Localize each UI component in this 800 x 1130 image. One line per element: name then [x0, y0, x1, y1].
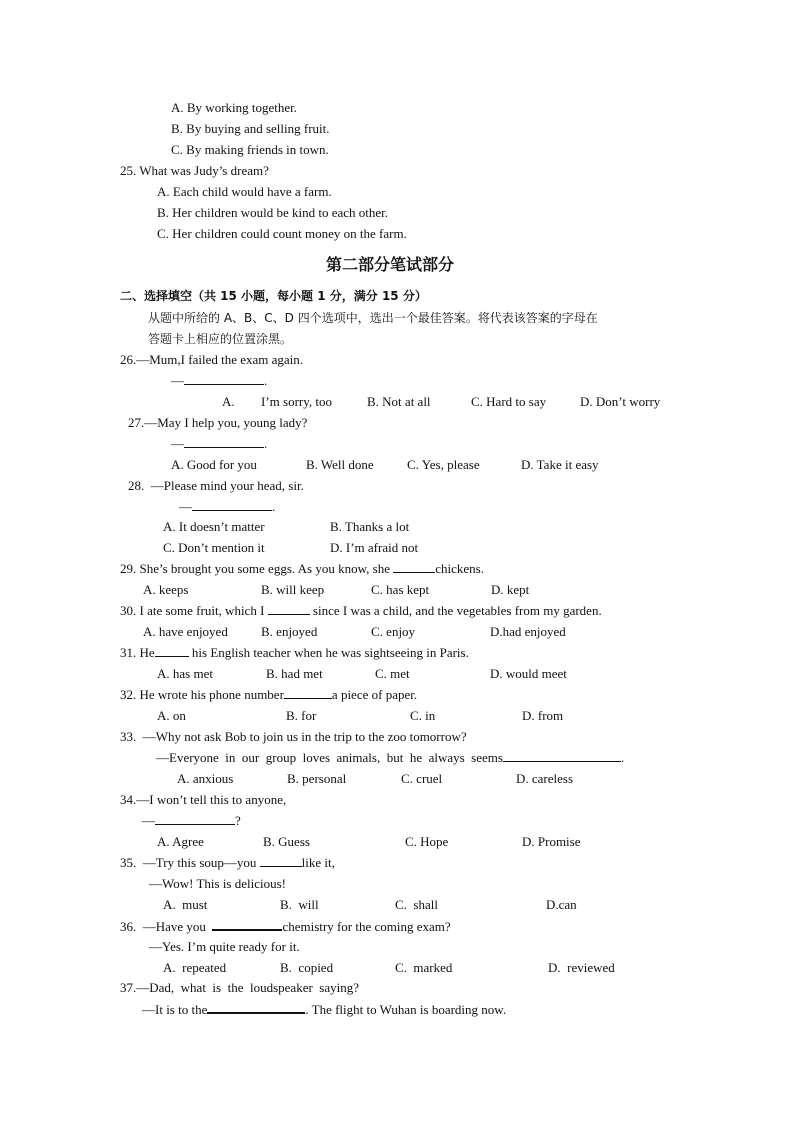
q34-option-b: B. Guess	[263, 834, 310, 849]
q29-option-b: B. will keep	[261, 582, 325, 597]
answer-blank	[184, 373, 264, 385]
q31-option-a: A. has met	[157, 666, 213, 681]
q28-stem: 28. —Please mind your head, sir.	[128, 478, 304, 493]
answer-blank	[260, 855, 302, 867]
instructions-line-1: 从题中所给的 A、B、C、D 四个选项中，选出一个最佳答案。将代表该答案的字母在	[148, 311, 598, 325]
q30-option-c: C. enjoy	[371, 624, 416, 639]
q36-stem: 36. —Have you chemistry for the coming exam?	[120, 919, 451, 934]
q36-reply: —Yes. I’m quite ready for it.	[149, 939, 300, 954]
q32-option-b: B. for	[286, 708, 317, 723]
q33-option-a: A. anxious	[177, 771, 234, 786]
q29-stem: 29. She’s brought you some eggs. As you know, she chickens.	[120, 561, 484, 576]
q26-reply: — .	[171, 373, 268, 388]
answer-blank	[155, 813, 235, 825]
q36-option-c: C. marked	[395, 960, 453, 975]
q34-option-a: A. Agree	[157, 834, 204, 849]
q37-reply: —It is to the . The flight to Wuhan is boarding now.	[142, 1002, 507, 1017]
q34-stem: 34.—I won’t tell this to anyone,	[120, 792, 287, 807]
q30-option-a: A. have enjoyed	[143, 624, 228, 639]
q27-option-a: A. Good for you	[171, 457, 257, 472]
q33-option-b: B. personal	[287, 771, 347, 786]
q30-option-d: D.had enjoyed	[490, 624, 566, 639]
q35-option-d: D.can	[546, 897, 577, 912]
q34-reply: — ?	[142, 813, 241, 828]
q30-option-b: B. enjoyed	[261, 624, 318, 639]
answer-blank	[268, 603, 310, 615]
q35-option-c: C. shall	[395, 897, 438, 912]
q33-option-c: C. cruel	[401, 771, 443, 786]
q37-stem: 37.—Dad, what is the loudspeaker saying?	[120, 980, 360, 995]
q35-option-b: B. will	[280, 897, 319, 912]
q34-option-d: D. Promise	[522, 834, 581, 849]
q26-option-a-text: I’m sorry, too	[261, 394, 333, 409]
q24-option-a: A. By working together.	[171, 100, 298, 115]
q27-option-c: C. Yes, please	[407, 457, 480, 472]
q25-option-a: A. Each child would have a farm.	[157, 184, 332, 199]
q24-option-b: B. By buying and selling fruit.	[171, 121, 330, 136]
q35-option-a: A. must	[163, 897, 208, 912]
q36-option-a: A. repeated	[163, 960, 227, 975]
answer-blank	[184, 436, 264, 448]
q32-option-d: D. from	[522, 708, 564, 723]
q32-option-c: C. in	[410, 708, 436, 723]
q31-option-d: D. would meet	[490, 666, 567, 681]
q28-option-d: D. I’m afraid not	[330, 540, 419, 555]
q27-option-d: D. Take it easy	[521, 457, 599, 472]
q28-reply: — .	[179, 499, 276, 514]
q25-option-c: C. Her children could count money on the farm.	[157, 226, 407, 241]
q36-option-d: D. reviewed	[548, 960, 615, 975]
q31-option-c: C. met	[375, 666, 410, 681]
q25-stem: 25. What was Judy’s dream?	[120, 163, 269, 178]
q25-option-b: B. Her children would be kind to each other.	[157, 205, 389, 220]
answer-blank	[503, 750, 621, 762]
q28-option-c: C. Don’t mention it	[163, 540, 265, 555]
answer-blank	[192, 499, 272, 511]
q32-stem: 32. He wrote his phone number a piece of paper.	[120, 687, 418, 702]
q26-option-b: B. Not at all	[367, 394, 431, 409]
q35-reply: —Wow! This is delicious!	[149, 876, 287, 891]
q26-option-c: C. Hard to say	[471, 394, 547, 409]
q29-option-a: A. keeps	[143, 582, 189, 597]
q27-reply: — .	[171, 436, 268, 451]
q31-option-b: B. had met	[266, 666, 323, 681]
q33-reply: —Everyone in our group loves animals, but he always seems .	[156, 750, 625, 765]
q24-option-c: C. By making friends in town.	[171, 142, 329, 157]
answer-blank	[212, 918, 282, 931]
q30-stem: 30. I ate some fruit, which I since I was a child, and the vegetables from my garden.	[120, 603, 602, 618]
q34-option-c: C. Hope	[405, 834, 449, 849]
q26-option-d: D. Don’t worry	[580, 394, 661, 409]
q28-option-b: B. Thanks a lot	[330, 519, 410, 534]
q27-option-b: B. Well done	[306, 457, 374, 472]
section-heading: 二、选择填空（共 15 小题，每小题 1 分，满分 15 分）	[120, 289, 427, 303]
part-title: 第二部分笔试部分	[326, 255, 455, 274]
q27-stem: 27.—May I help you, young lady?	[128, 415, 308, 430]
answer-blank	[284, 687, 332, 699]
answer-blank	[207, 1001, 305, 1014]
answer-blank	[393, 561, 435, 573]
answer-blank	[155, 645, 189, 657]
q26-stem: 26.—Mum,I failed the exam again.	[120, 352, 304, 367]
q28-option-a: A. It doesn’t matter	[163, 519, 265, 534]
q26-option-a-letter: A.	[222, 394, 235, 409]
q32-option-a: A. on	[157, 708, 186, 723]
q33-stem: 33. —Why not ask Bob to join us in the trip to the zoo tomorrow?	[120, 729, 467, 744]
q35-stem: 35. —Try this soup—you like it,	[120, 855, 335, 870]
q29-option-d: D. kept	[491, 582, 530, 597]
q36-option-b: B. copied	[280, 960, 334, 975]
q33-option-d: D. careless	[516, 771, 574, 786]
q31-stem: 31. He his English teacher when he was sightseeing in Paris.	[120, 645, 469, 660]
q29-option-c: C. has kept	[371, 582, 430, 597]
instructions-line-2: 答题卡上相应的位置涂黑。	[148, 332, 293, 346]
